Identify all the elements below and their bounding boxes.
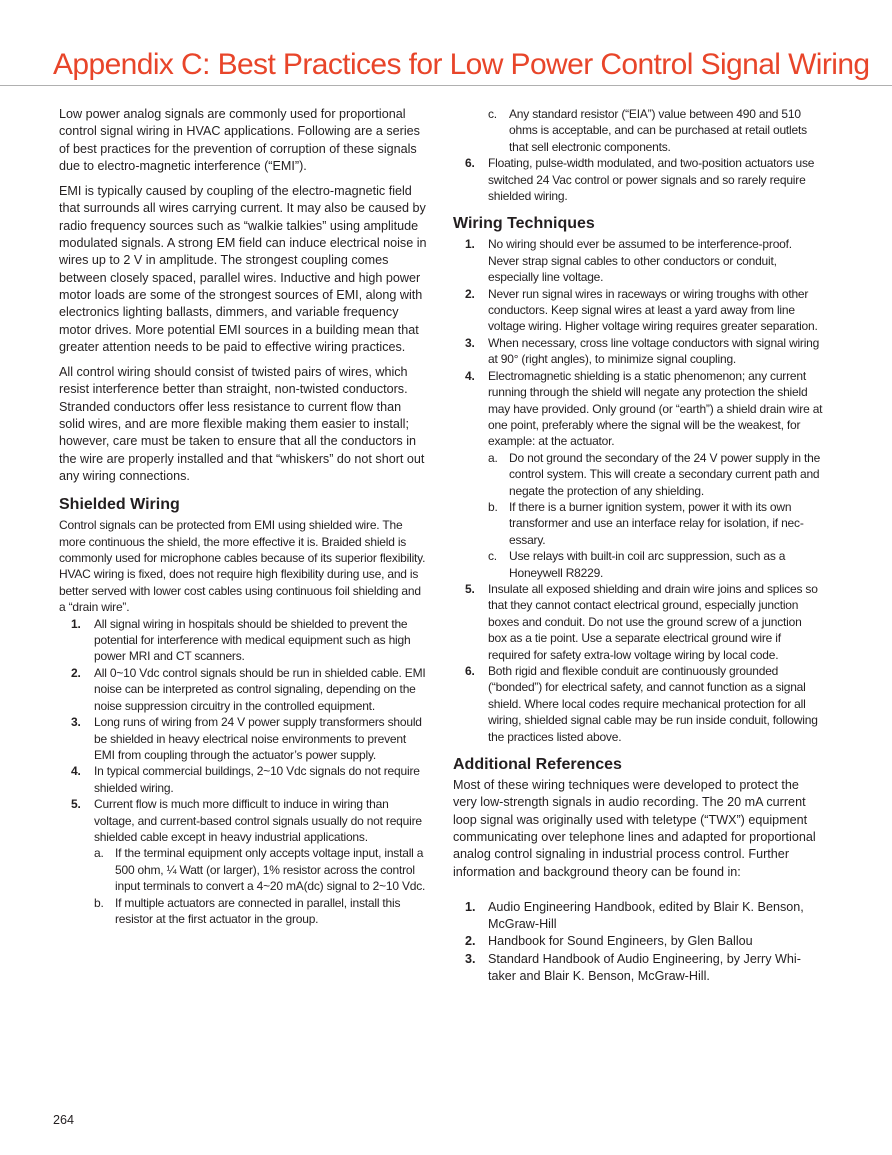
right-column — [453, 106, 823, 985]
list-number: 2. — [71, 665, 81, 680]
sub-list-item-text: If there is a burner ignition system, power it with its own transformer and use an interface relay for isolation, if necessary. — [509, 499, 804, 547]
list-item — [59, 616, 428, 665]
section-heading-shielded-wiring: Shielded Wiring — [59, 496, 180, 514]
list-item — [453, 899, 823, 934]
list-item-text: Floating, pulse-width modulated, and two-position actuators use switched 24 Vac control or power signals and so rarely require shielded wiring. — [488, 156, 815, 204]
page-title: Appendix C: Best Practices for Low Power Control Signal Wiring — [53, 48, 870, 81]
list-item-text: Never run signal wires in raceways or wiring troughs with other conductors. Keep signal wires at least a yard away from line voltage wiring. Higher voltage wiring requires greater separation. — [488, 286, 818, 334]
list-item — [453, 155, 823, 204]
list-number: 3. — [465, 951, 476, 966]
list-item — [59, 763, 428, 796]
sub-list-letter: b. — [488, 499, 498, 514]
sub-list-item-text: If the terminal equipment only accepts voltage input, install a 500 ohm, ¼ Watt (or larger), 1% resistor across the control input terminals to convert a 4~20 mA(dc) signal to 2~10 Vdc. — [115, 846, 426, 894]
list-item — [453, 335, 823, 368]
sub-list-letter: a. — [94, 846, 104, 861]
sub-list-letter: a. — [488, 450, 498, 465]
sub-list-item-text: Do not ground the secondary of the 24 V power supply in the control system. This will create a secondary current path and negate the protection of any shielding. — [509, 450, 821, 498]
sub-list-letter: c. — [488, 549, 497, 564]
list-number: 5. — [71, 797, 81, 812]
sub-list-item-text: If multiple actuators are connected in parallel, install this resistor at the first actuator in the group. — [115, 895, 401, 926]
list-number: 5. — [465, 581, 475, 596]
sub-list-item-text: Any standard resistor (“EIA”) value between 490 and 510 ohms is acceptable, and can be purchased at retail outlets that sell electronic components. — [509, 107, 807, 154]
list-item-text: Standard Handbook of Audio Engineering, by Jerry Whitaker and Blair K. Benson, McGraw-Hill. — [488, 951, 801, 983]
list-item — [453, 663, 823, 745]
sub-list — [94, 845, 428, 927]
list-item — [59, 714, 428, 763]
title-divider — [0, 85, 892, 86]
list-item — [453, 286, 823, 335]
list-item — [453, 933, 823, 950]
list-number: 1. — [71, 616, 81, 631]
list-item — [59, 796, 428, 927]
list-item — [59, 665, 428, 714]
list-item-text: Insulate all exposed shielding and drain wire joins and splices so that they cannot contact electrical ground, especially junction boxes and conduit. Do not use the ground screw of a junction box as a tie point. Use a separate electrical ground wire if required for safety extra-low voltage wiring by local code. — [488, 581, 818, 662]
list-number: 3. — [71, 715, 81, 730]
section-heading-additional-references: Additional References — [453, 756, 622, 774]
list-number: 4. — [465, 368, 475, 383]
list-item-text: Long runs of wiring from 24 V power supply transformers should be shielded in heavy electrical noise environments to prevent EMI from coupling through the actuator’s power supply. — [94, 715, 422, 762]
list-number: 6. — [465, 664, 475, 678]
list-number: 4. — [71, 764, 81, 779]
sub-list-item — [453, 106, 823, 155]
list-item — [453, 368, 823, 581]
list-number: 2. — [465, 934, 476, 949]
list-item-text: Both rigid and flexible conduit are continuously grounded (“bonded”) for electrical safety, and cannot function as a signal shield. Where local codes require mechanical protection for all wiring, shielded signal cable may be run inside conduit, following the practices listed above. — [488, 664, 818, 744]
list-number: 6. — [465, 156, 475, 171]
list-item-text: Electromagnetic shielding is a static phenomenon; any current running through the shield will negate any protection the shield may have provided. Only ground (or “earth”) a shield drain wire at one point, preferably where the signal will be the weakest, for example: at the actuator. — [488, 368, 823, 449]
continued-list — [453, 155, 823, 204]
sub-list-item — [453, 548, 823, 581]
page-number: 264 — [53, 1113, 75, 1127]
list-item — [453, 581, 823, 663]
references-paragraph: Most of these wiring techniques were developed to protect the very low-strength signals in audio recording. The 20 mA current loop signal was originally used with teletype (“TWX”) equipment communicating over telephone lines and adapted for proportional analog control signaling in industrial process control. Further information and background theory can be found in: — [453, 778, 816, 879]
wiring-techniques-list — [453, 236, 823, 745]
list-number: 2. — [465, 286, 475, 301]
sub-list — [488, 450, 823, 581]
left-column — [59, 106, 428, 927]
sub-list-item — [453, 499, 823, 548]
list-item — [453, 236, 823, 285]
list-number: 3. — [465, 335, 475, 350]
intro-paragraph: All control wiring should consist of twisted pairs of wires, which resist interference better than straight, non-twisted conductors. Stranded conductors offer less resistance to current flow than solid wires, and are more flexible making them easier to install; however, care must be taken to ensure that all the conductors in the wire are properly installed and that “whiskers” do not short out any wiring connections. — [59, 365, 425, 483]
sub-list-item — [59, 895, 428, 928]
shielded-wiring-paragraph: Control signals can be protected from EMI using shielded wire. The more continuous the shield, the more effective it is. Braided shield is commonly used for microphone cables because of its superior flexibility. HVAC wiring is fixed, does not require high flexibility during use, and is better served with lower cost cables using continuous foil shielding and a “drain wire”. — [59, 518, 426, 615]
sub-list-letter: b. — [94, 895, 104, 910]
sub-list-item-text: Use relays with built-in coil arc suppression, such as a Honeywell R8229. — [509, 549, 786, 580]
continued-sub-list — [453, 106, 823, 155]
references-list — [453, 899, 823, 985]
list-item-text: All signal wiring in hospitals should be shielded to prevent the potential for interference with medical equipment such as high power MRI and CT scanners. — [94, 616, 411, 664]
list-item-text: Audio Engineering Handbook, edited by Blair K. Benson, McGraw-Hill — [488, 899, 804, 932]
section-heading-wiring-techniques: Wiring Techniques — [453, 215, 595, 233]
list-item-text: Current flow is much more difficult to induce in wiring than voltage, and current-based control signals usually do not require shielded cable except in heavy industrial applications. — [94, 797, 422, 844]
sub-list-item — [59, 845, 428, 894]
list-item-text: No wiring should ever be assumed to be interference-proof. Never strap signal cables to other conductors or conduit, especially line voltage. — [488, 237, 792, 285]
list-number: 1. — [465, 237, 475, 252]
list-item-text: In typical commercial buildings, 2~10 Vdc signals do not require shielded wiring. — [94, 764, 420, 795]
list-item — [453, 951, 823, 986]
list-item-text: All 0~10 Vdc control signals should be run in shielded cable. EMI noise can be interpreted as control signaling, depending on the noise suppression circuitry in the controlled equipment. — [94, 665, 426, 713]
list-item-text: Handbook for Sound Engineers, by Glen Ballou — [488, 934, 753, 949]
list-number: 1. — [465, 899, 476, 914]
sub-list-item — [453, 450, 823, 499]
list-item-text: When necessary, cross line voltage conductors with signal wiring at 90° (right angles), to minimize signal coupling. — [488, 335, 820, 367]
intro-paragraph: EMI is typically caused by coupling of the electro-magnetic field that surrounds all wires carrying current. It may also be caused by radio frequency sources such as “walkie talkies” using amplitude modulated signals. A strong EM field can induce electrical noise in wires up to 2 V in amplitude. The strongest coupling comes between closely spaced, parallel wires. Inductive and high power motor loads are some of the strongest sources of EMI, along with electronics lighting ballasts, dimmers, and variable frequency motor drives. More potential EMI sources in a building mean that greater attention needs to be paid to effective wiring practices. — [59, 184, 427, 354]
intro-paragraph: Low power analog signals are commonly used for proportional control signal wiring in HVAC applications. Following are a series of best practices for the prevention of corruption of these signals due to electro-magnetic interference (“EMI”). — [59, 107, 420, 173]
sub-list-letter: c. — [488, 107, 497, 121]
shielded-wiring-list — [59, 616, 428, 928]
